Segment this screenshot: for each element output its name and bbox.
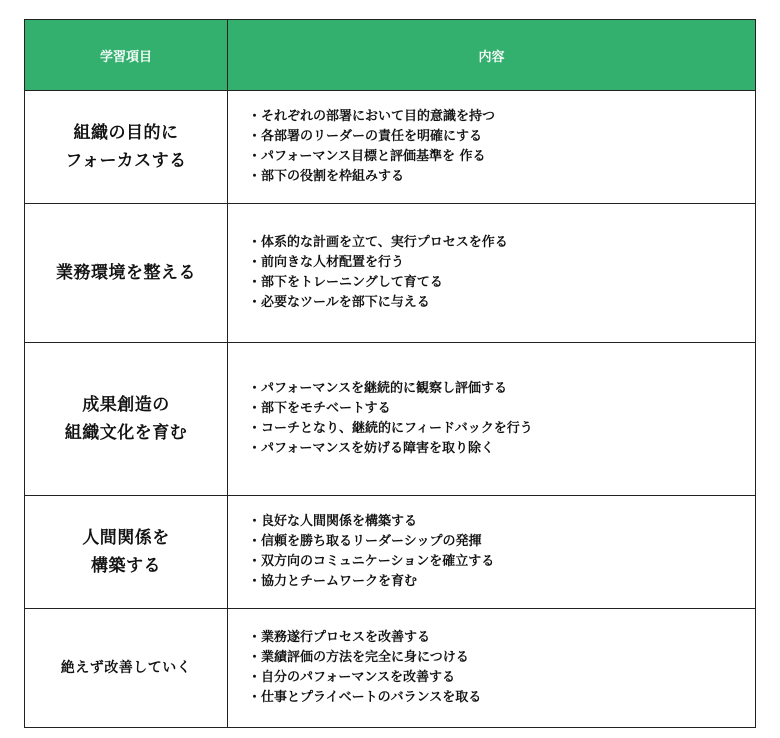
list-item: ・ パフォーマンスを妨げる障害を取り除く bbox=[248, 439, 755, 459]
content-cell bbox=[228, 343, 756, 496]
list-item: ・ 各部署のリーダーの責任を明確にする bbox=[248, 127, 755, 147]
learning-item-cell bbox=[25, 91, 228, 204]
table-row bbox=[25, 609, 756, 728]
learning-item-line: 組織の目的に bbox=[73, 123, 179, 143]
learning-item-line: 業務環境を整える bbox=[56, 263, 196, 283]
learning-items-table bbox=[24, 19, 755, 728]
learning-item-cell bbox=[25, 343, 228, 496]
header-learning-item: 学習項目 bbox=[25, 20, 228, 91]
list-item: ・ 業務遂行プロセスを改善する bbox=[248, 628, 755, 648]
table-row bbox=[25, 204, 756, 343]
content-cell bbox=[228, 609, 756, 728]
list-item: ・ それぞれの部署において目的意識を持つ bbox=[248, 107, 755, 127]
list-item: ・ 信頼を勝ち取るリーダーシップの発揮 bbox=[248, 532, 755, 552]
content-cell bbox=[228, 91, 756, 204]
learning-item-line: フォーカスする bbox=[65, 151, 187, 171]
list-item: ・ 前向きな人材配置を行う bbox=[248, 253, 755, 273]
table-row bbox=[25, 496, 756, 609]
content-list bbox=[248, 628, 755, 708]
table-row bbox=[25, 343, 756, 496]
learning-item-line: 成果創造の bbox=[82, 395, 170, 415]
header-row bbox=[25, 20, 756, 91]
list-item: ・ 良好な人間関係を構築する bbox=[248, 512, 755, 532]
content-cell bbox=[228, 204, 756, 343]
learning-item-line: 組織文化を育む bbox=[64, 423, 188, 443]
learning-item-cell bbox=[25, 609, 228, 728]
list-item: ・ パフォーマンスを継続的に観察し評価する bbox=[248, 379, 755, 399]
content-list bbox=[248, 512, 755, 592]
list-item: ・ 協力とチームワークを育む bbox=[248, 572, 755, 592]
learning-item-line: 人間関係を bbox=[82, 528, 170, 548]
content-list bbox=[248, 233, 755, 313]
list-item: ・ コーチとなり、継続的にフィードバックを行う bbox=[248, 419, 755, 439]
content-list bbox=[248, 107, 755, 187]
list-item: ・ 仕事とプライベートのバランスを取る bbox=[248, 688, 755, 708]
list-item: ・ 必要なツールを部下に与える bbox=[248, 293, 755, 313]
list-item: ・ 部下をトレーニングして育てる bbox=[248, 273, 755, 293]
list-item: ・ 部下をモチベートする bbox=[248, 399, 755, 419]
list-item: ・ 業績評価の方法を完全に身につける bbox=[248, 648, 755, 668]
learning-item-cell bbox=[25, 204, 228, 343]
learning-item-line: 絶えず改善していく bbox=[60, 660, 192, 676]
learning-item-cell bbox=[25, 496, 228, 609]
list-item: ・ 部下の役割を枠組みする bbox=[248, 167, 755, 187]
learning-item-line: 構築する bbox=[91, 556, 161, 576]
list-item: ・ 双方向のコミュニケーションを確立する bbox=[248, 552, 755, 572]
list-item: ・ 自分のパフォーマンスを改善する bbox=[248, 668, 755, 688]
content-list bbox=[248, 379, 755, 459]
list-item: ・ 体系的な計画を立て、実行プロセスを作る bbox=[248, 233, 755, 253]
content-cell bbox=[228, 496, 756, 609]
header-content: 内容 bbox=[228, 20, 756, 91]
list-item: ・ パフォーマンス目標と評価基準を 作る bbox=[248, 147, 755, 167]
table bbox=[24, 19, 756, 728]
table-row bbox=[25, 91, 756, 204]
